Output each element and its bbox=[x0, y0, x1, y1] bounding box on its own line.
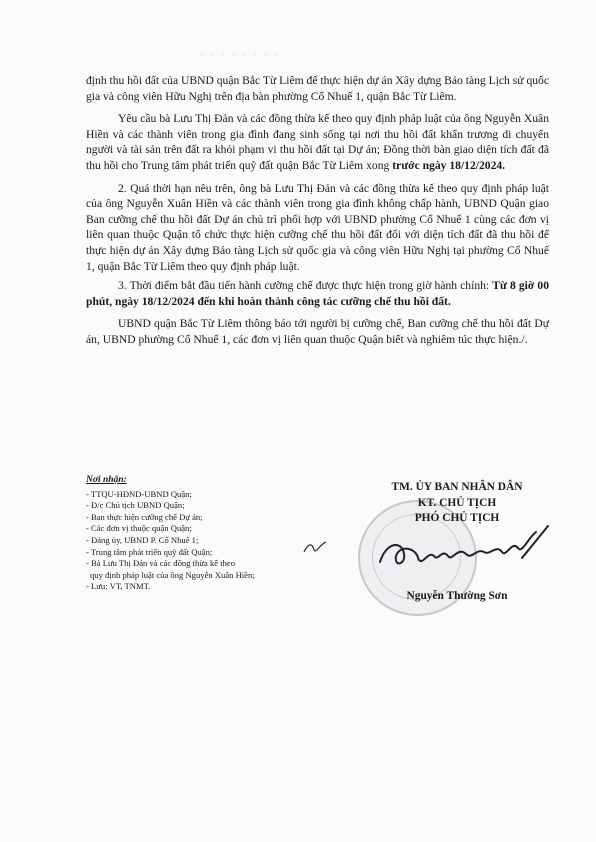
recipient-item: quy định pháp luật của ông Nguyễn Xuân Hiền; bbox=[90, 569, 255, 580]
paragraph-3: 2. Quá thời hạn nêu trên, ông bà Lưu Thị Đản và các đồng thừa kế theo quy định pháp luật của ông Nguyễn Xuân Hiền và các thành viên trong gia đình không chấp hành, UBND Quận giao Ban cưỡng chế thu hồi đất Dự án chủ trì phối hợp với UBND phường Cổ Nhuế 1 cùng các đơn vị liên quan thuộc Quận tổ chức thực hiện cưỡng chế thu hồi đất đối với diện tích đất đã thu hồi để thực hiện dự án Xây dựng Bảo tàng Lịch sử quốc gia và công viên Hữu Nghị tại phường Cổ Nhuế 1, quận Bắc Từ Liêm theo quy định pháp luật. bbox=[86, 181, 549, 273]
recipient-item: - Đ/c Chủ tịch UBND Quận; bbox=[86, 500, 185, 511]
paragraph-2-text: Yêu cầu bà Lưu Thị Đản và các đồng thừa kế theo quy định pháp luật của ông Nguyễn Xuân Hiền và các thành viên trong gia đình đang sinh sống tại nơi thu hồi đất khẩn trương di chuyển người và tài sản trên đất ra khỏi phạm vi thu hồi đất tại Dự án; Đồng thời bàn giao diện tích đất đã thu hồi cho Trung tâm phát triển quỹ đất quận Bắc Từ Liêm xong bbox=[86, 112, 549, 172]
signature-line-3: PHÓ CHỦ TỊCH bbox=[414, 512, 500, 524]
scan-artifact-marks: · · · · · · · · bbox=[200, 50, 281, 59]
handwritten-signature bbox=[372, 518, 562, 578]
recipients-block bbox=[86, 475, 356, 593]
recipient-item: - Đảng ủy, UBND P. Cổ Nhuế 1; bbox=[86, 534, 199, 545]
recipient-item: - Lưu: VT, TNMT. bbox=[86, 581, 151, 592]
paragraph-4-text: 3. Thời điểm bắt đầu tiến hành cưỡng chế được thực hiện trong giờ hành chính: bbox=[118, 279, 493, 293]
signature-line-2: KT. CHỦ TỊCH bbox=[417, 496, 497, 509]
signer-name: Nguyễn Thường Sơn bbox=[406, 590, 508, 602]
paragraph-2 bbox=[86, 111, 549, 173]
paragraph-4-time: Từ 8 giờ 00 phút, ngày 18/12/2024 đến khi hoàn thành công tác cưỡng chế thu hồi đất. bbox=[86, 279, 549, 308]
paragraph-2-deadline: trước ngày 18/12/2024. bbox=[392, 158, 506, 172]
recipient-item: - Bà Lưu Thị Đản và các đồng thừa kế theo bbox=[86, 558, 235, 569]
initial-mark bbox=[300, 538, 330, 558]
recipient-item: - Trung tâm phát triển quỹ đất Quận; bbox=[86, 546, 213, 557]
paragraph-4 bbox=[86, 278, 549, 309]
document-body bbox=[86, 73, 549, 348]
recipient-item: - Các đơn vị thuộc quận Quận; bbox=[86, 523, 192, 534]
paragraph-1: định thu hồi đất của UBND quận Bắc Từ Liêm để thực hiện dự án Xây dựng Bảo tàng Lịch sử quốc gia và công viên Hữu Nghị trên địa bàn phường Cổ Nhuế 1, quận Bắc Từ Liêm. bbox=[86, 74, 549, 103]
signature-line-1: TM. ỦY BAN NHÂN DÂN bbox=[391, 481, 523, 493]
paragraph-5: UBND quận Bắc Từ Liêm thông báo tới người bị cưỡng chế, Ban cưỡng chế thu hồi đất Dự án, UBND phường Cổ Nhuế 1, các đơn vị liên quan thuộc Quận biết và nghiêm túc thực hiện./. bbox=[86, 317, 549, 346]
recipient-item: - Ban thực hiện cưỡng chế Dự án; bbox=[86, 511, 203, 522]
recipients-title: Nơi nhận: bbox=[86, 475, 127, 485]
recipient-item: - TTQU-HĐND-UBND Quận; bbox=[86, 488, 192, 499]
